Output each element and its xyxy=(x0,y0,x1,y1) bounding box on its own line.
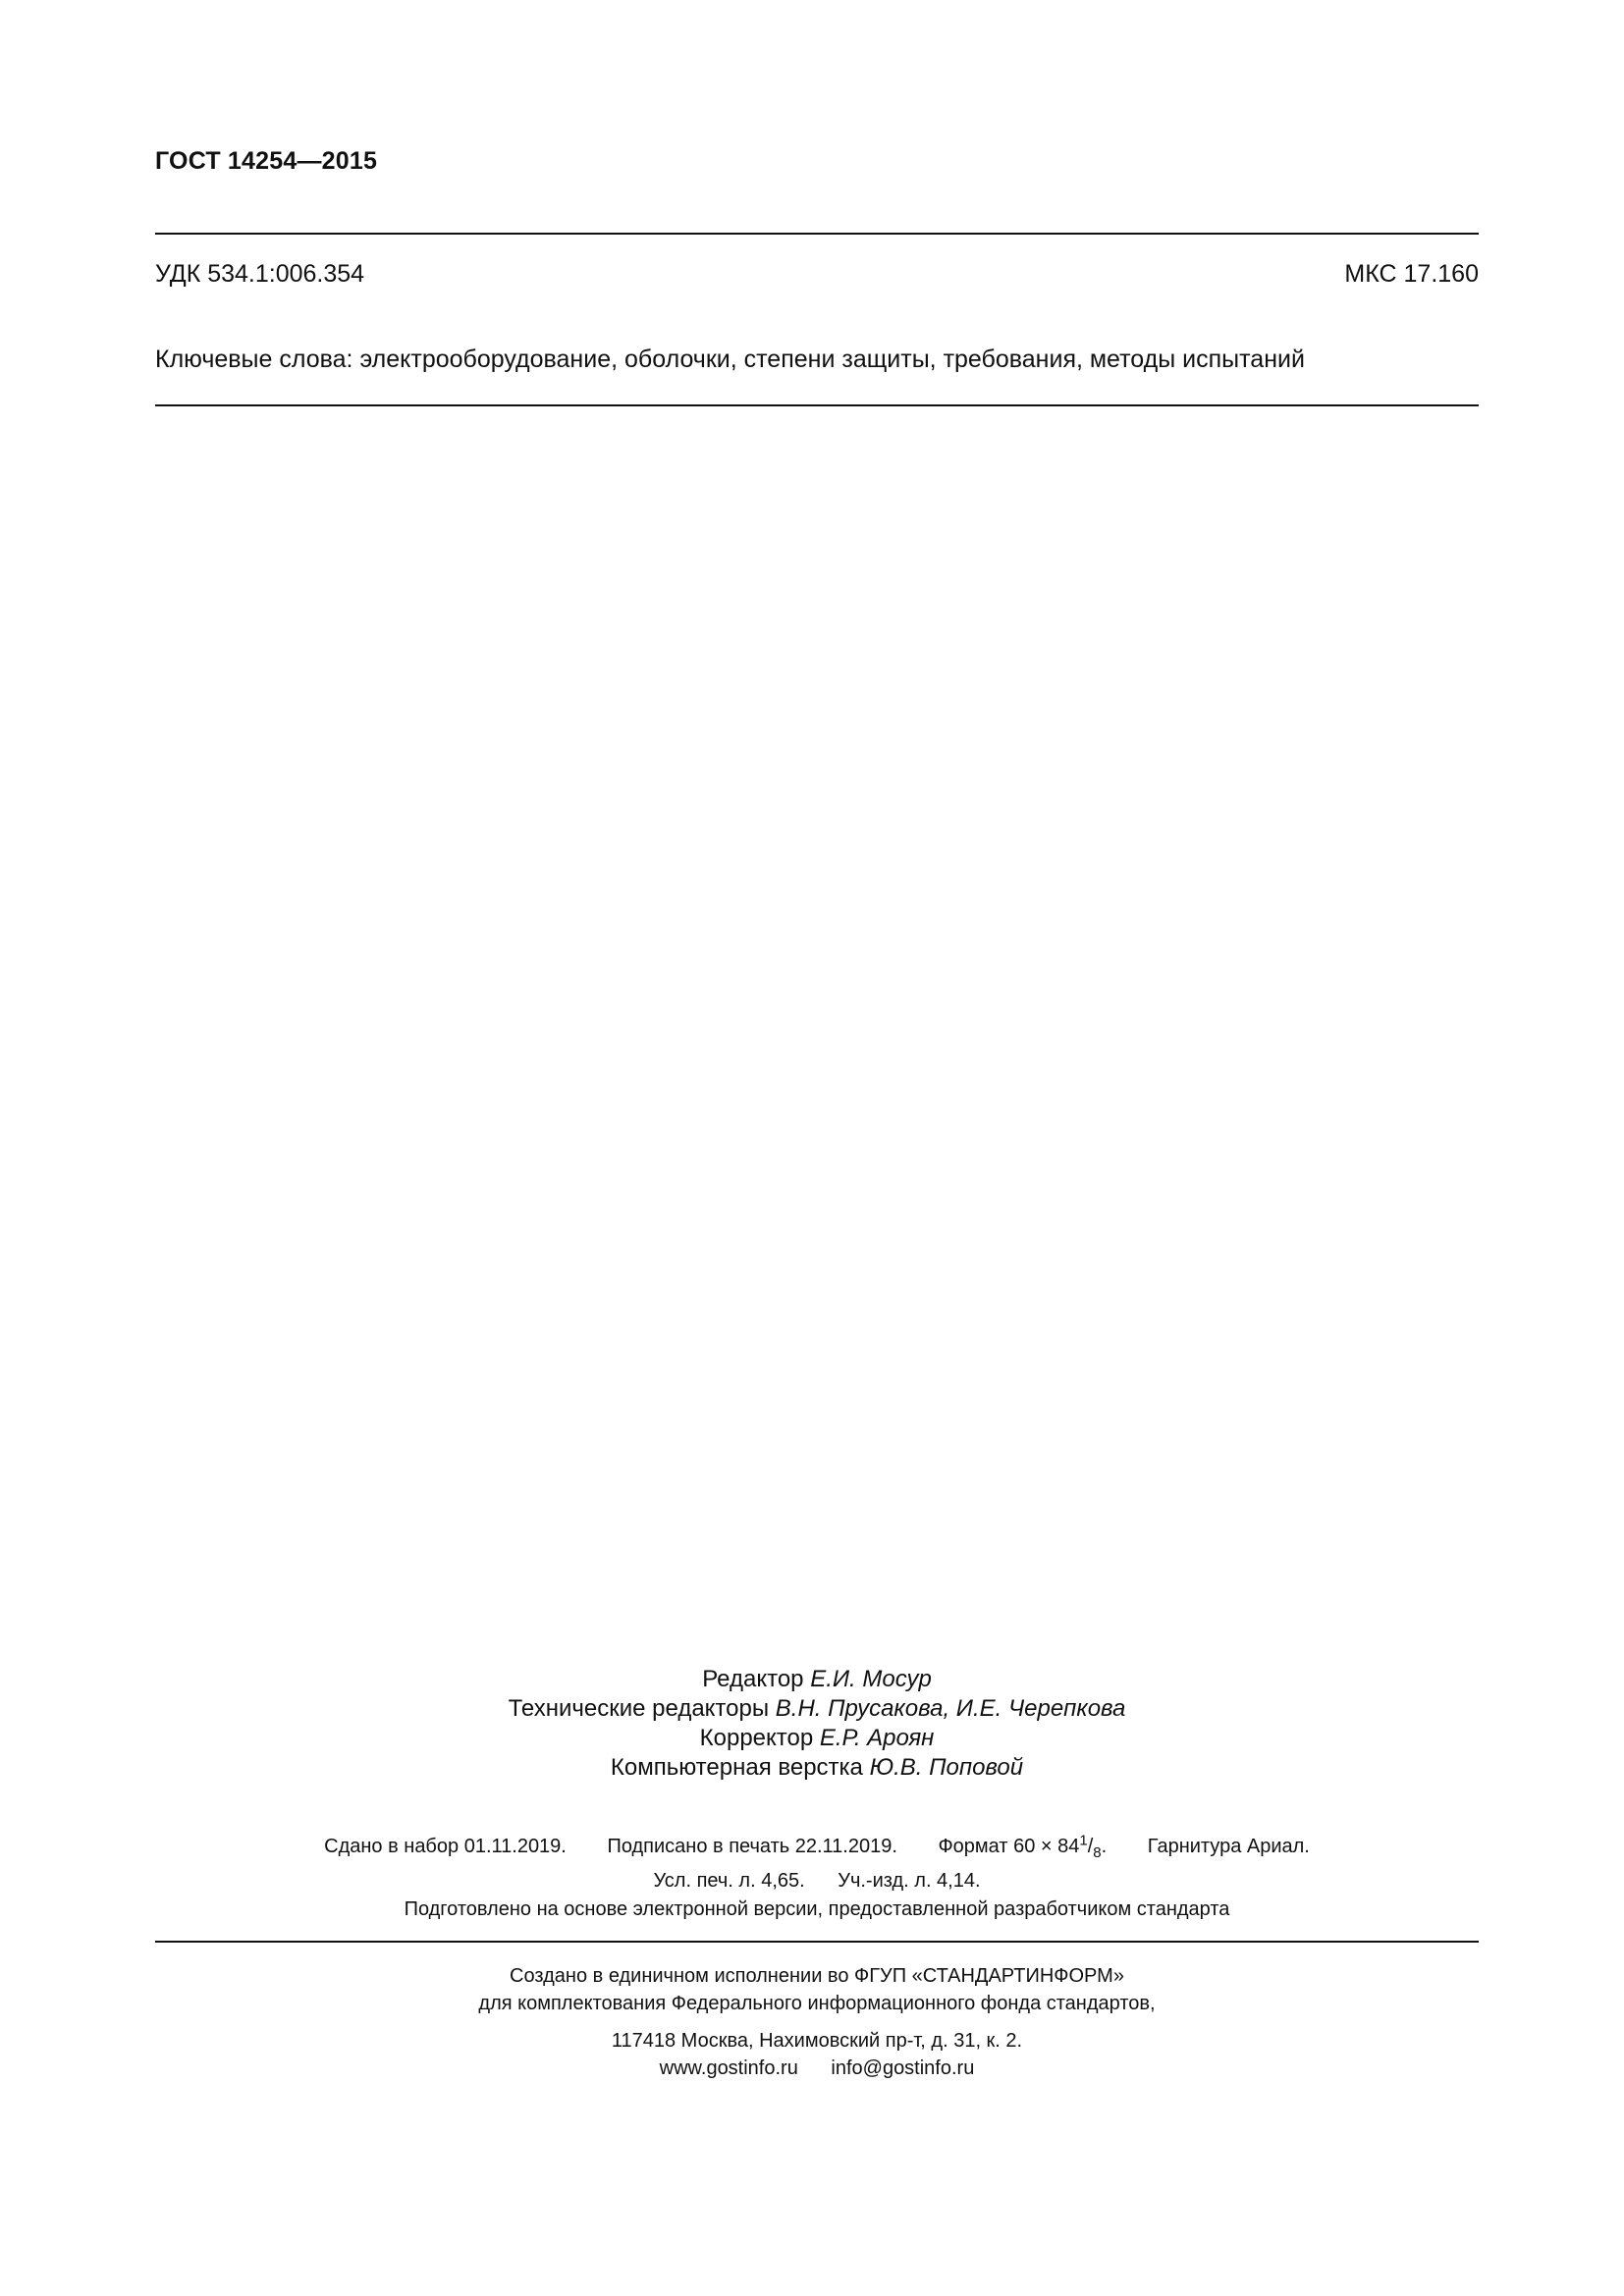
mks-code: МКС 17.160 xyxy=(1344,260,1479,288)
format-numerator: 1 xyxy=(1079,1832,1088,1848)
proofreader-line xyxy=(155,1724,1479,1753)
layout-line xyxy=(155,1753,1479,1783)
format-denominator: 8 xyxy=(1093,1843,1102,1861)
publishing-sheets: Уч.-изд. л. 4,14. xyxy=(838,1869,981,1892)
tech-editors-names: В.Н. Прусакова, И.Е. Черепкова xyxy=(775,1695,1126,1722)
keywords-line: Ключевые слова: электрооборудование, оболочки, степени защиты, требования, методы испытаний xyxy=(155,346,1305,373)
publisher-contacts xyxy=(155,2055,1479,2082)
email-link[interactable]: info@gostinfo.ru xyxy=(831,2057,975,2079)
paper-format: Формат $60 \times 84^1/_8$. xyxy=(938,1832,1108,1861)
imprint-block xyxy=(155,1827,1479,1895)
signed-date: Подписано в печать 22.11.2019. xyxy=(607,1835,897,1857)
bottom-rule xyxy=(155,1941,1479,1943)
proofreader-name: Е.Р. Ароян xyxy=(819,1725,935,1751)
publisher-line-1: Создано в единичном исполнении во ФГУП «СТАНДАРТИНФОРМ» xyxy=(510,1965,1124,1987)
publisher-block xyxy=(155,1962,1479,2082)
editor-label: Редактор xyxy=(702,1666,804,1692)
website-link[interactable]: www.gostinfo.ru xyxy=(659,2057,798,2079)
prepared-note: Подготовлено на основе электронной версии, предоставленной разработчиком стандарта xyxy=(404,1898,1230,1920)
tech-editors-label: Технические редакторы xyxy=(508,1695,770,1722)
layout-name: Ю.В. Поповой xyxy=(869,1754,1024,1781)
imprint-row-2 xyxy=(155,1867,1479,1895)
top-rule xyxy=(155,233,1479,235)
publisher-address: 117418 Москва, Нахимовский пр-т, д. 31, к. 2. xyxy=(611,2030,1023,2052)
imprint-row-1 xyxy=(155,1827,1479,1867)
document-code: ГОСТ 14254—2015 xyxy=(155,147,378,175)
format-prefix: Формат 60 × 84 xyxy=(938,1835,1080,1857)
udk-code: УДК 534.1:006.354 xyxy=(155,260,365,288)
staff-block xyxy=(155,1665,1479,1783)
layout-label: Компьютерная верстка xyxy=(610,1754,863,1781)
editor-line xyxy=(155,1665,1479,1694)
editor-name: Е.И. Мосур xyxy=(810,1666,932,1692)
print-sheets: Усл. печ. л. 4,65. xyxy=(653,1869,805,1892)
format-suffix: . xyxy=(1101,1835,1108,1857)
tech-editors-line xyxy=(155,1694,1479,1724)
typeface: Гарнитура Ариал. xyxy=(1147,1835,1310,1857)
proofreader-label: Корректор xyxy=(699,1725,814,1751)
keywords-rule xyxy=(155,404,1479,406)
publisher-line-2: для комплектования Федерального информационного фонда стандартов, xyxy=(478,1993,1156,2014)
typeset-date: Сдано в набор 01.11.2019. xyxy=(324,1835,567,1857)
